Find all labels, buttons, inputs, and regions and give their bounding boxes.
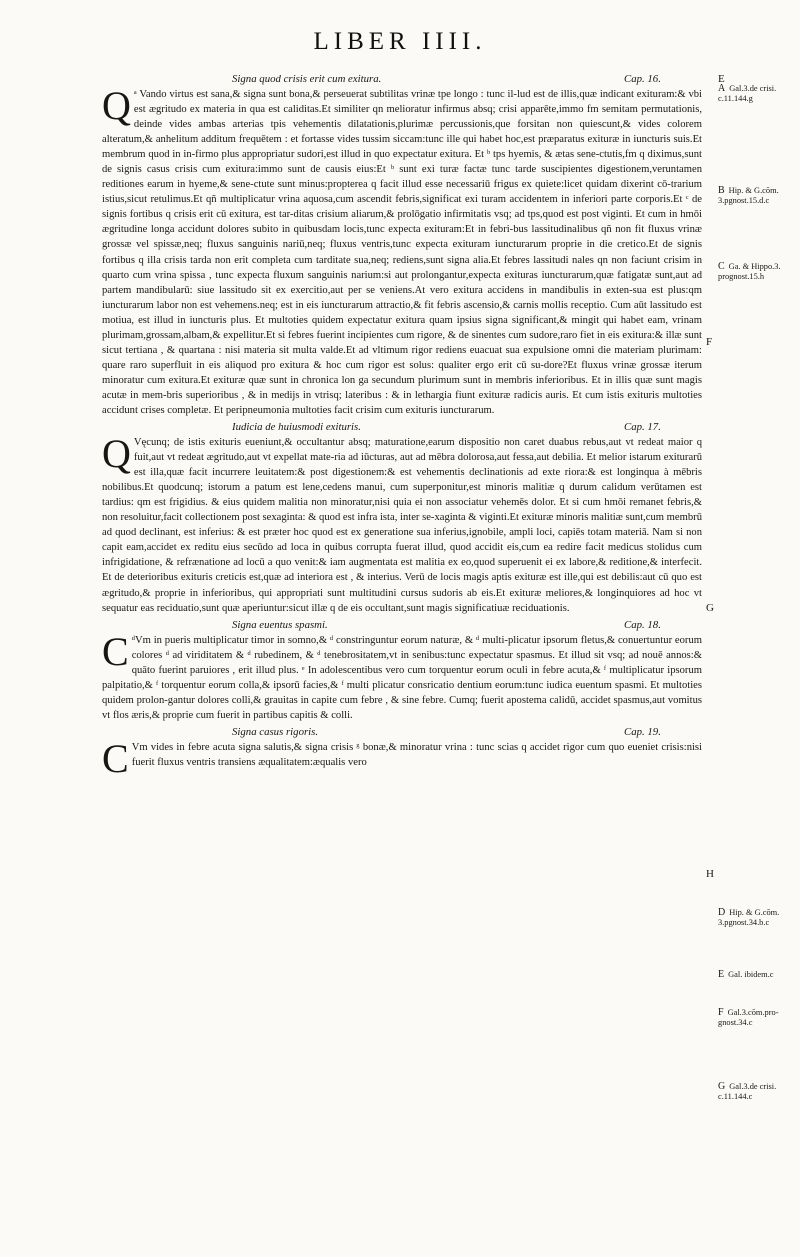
margin-note	[718, 186, 800, 206]
chapter-number: Cap. 18.	[624, 618, 661, 631]
margin-note-text: Gal.3.de crisi. c.11.144.g	[718, 84, 777, 103]
margin-note-letter: E	[718, 969, 725, 980]
paragraph-text: Vm vides in febre acuta signa salutis,& signa crisis ᵍ bonæ,& minoratur vrina : tunc scias q accidet rigor cum quo eueniet crisis:nisi fuerit fluxus ventris transiens æqualitatem:æqualis vero	[131, 741, 702, 768]
paragraph-text: ᵈVm in pueris multiplicatur timor in somno,& ᵈ constringuntur eorum naturæ, & ᵈ multi-plicatur ipsorum fletus,& conuertuntur eorum colores ᵈ ad viriditatem & ᵈ rubedinem, & ᵈ tenebrositatem,vt in senibus:tunc expectatur spasmus. Et illud sit vsq; ad nouē annos:& quāto fuerint paruiores , erit illud plus. ᵉ In adolescentibus vero cum torquentur eorum oculi in febre acuta,& ᶠ multiplicatur ipsorum palpitatio,& ᶠ torquentur eorum colla,& ipsorū facies,& ᶠ multi plicatur consricatio dentium eorum:tunc iudica euentum spasmi. Et multoties quidem prolon-gantur dolores colli,& grauitas in capite cum febre , & sine febre. Cumq; fuerit apostema calidū, accidet spasmus,aut vomitus vt flos æris,& proprie cum fuerit in partibus capitis & colli.	[102, 634, 702, 721]
margin-note	[718, 1008, 800, 1028]
margin-note-letter: G	[718, 1081, 726, 1092]
margin-note	[718, 970, 800, 980]
chapter-text-17	[102, 431, 702, 616]
chapter-text-18	[102, 628, 702, 723]
margin-note-text: Gal.3.de crisi. c.11.144.c	[718, 1082, 777, 1101]
chapter-heading-16	[102, 72, 725, 87]
drop-initial: Q	[102, 83, 131, 128]
drop-initial: Q	[102, 431, 131, 477]
chapter-title: Signa euentus spasmi.	[232, 618, 328, 631]
margin-note-text: Gal.3.cōm.pro-gnost.34.c	[718, 1008, 779, 1027]
chapter-number: Cap. 16.	[624, 73, 661, 85]
chapter-heading-17	[102, 420, 702, 435]
chapter-title: Iudicia de huiusmodi exituris.	[232, 421, 361, 434]
chapter-text-16	[102, 83, 702, 418]
drop-initial: C	[102, 735, 129, 781]
margin-note-letter: A	[718, 83, 726, 94]
chapter-number: Cap. 17.	[624, 421, 661, 434]
margin-note-text: Ga. & Hippo.3. prognost.15.h	[718, 262, 781, 281]
chapter-title: Signa quod crisis erit cum exitura.	[232, 73, 382, 85]
text-column	[102, 72, 725, 781]
margin-note-letter: B	[718, 185, 725, 196]
margin-note	[718, 1082, 800, 1102]
column-letter: E	[718, 73, 725, 85]
margin-note	[718, 84, 800, 104]
column-letter: H	[706, 868, 714, 880]
running-head: LIBER IIII.	[313, 28, 487, 55]
chapter-title: Signa casus rigoris.	[232, 725, 319, 738]
margin-note	[718, 262, 800, 282]
chapter-heading-18	[102, 618, 702, 633]
margin-note-letter: D	[718, 907, 726, 918]
column-letter: G	[706, 602, 714, 614]
margin-note	[718, 908, 800, 928]
paragraph-text: ᵃ Vando virtus est sana,& signa sunt bona,& perseuerat subtilitas vrinæ tpe longo : tunc il-lud est de illis,quæ indicant exituram:& vbi est ægritudo ex materia in qua est caliditas.Et similiter qn melioratur infirmus absq; crisi apparēte,immo fm semitam permutationis, deinde vides ambas arterias tpis vehementis dilatationis,plurimæ percussionis,que forsitan non quiescunt,& vides colorem alteratum,& anhelitum additum frequētem : et fortasse vides tussim siccam:tunc ille qui habet hoc,est præparatus exituræ in iuncturis suis.Et membrum quod in in-firmo plus appropriatur sudori,est illud in quo expectatur exitura. Et ᵇ tps hyemis, & ætas sene-ctutis,fm q diximus,sunt de signis casus crisis cum exitura:immo sunt de causis eius:Et ᵇ sunt exi turæ factæ tunc tarde suscipientes digestionem,veruntamen reditiones earum in hyeme,& sene-ctute sunt minus:propterea q facit illud esse necessariū frigus ex quiete:licet quidam dixerint cō-trarium istius,sicut retulimus.Et qñ multiplicatur vrina aquosa,cum ascendit febris,significat exi turam accidentem in inferiori parte corporis.Et ᶜ de signis fortibus q crisis erit cū exitura, est tar-ditas crisium aliarum,& prolōgatio infirmitatis vsq; ad tps,quod est post viginti. Et cum in hmōi ægritudine longa accidunt dolores subito in quibusdam locis,tunc expecta exituram:Et in febri-bus lassitudinalibus qñ non fit fluxus vrinæ grossæ vel spissæ,neq; fluxus sanguinis nariū,neq; fluxus ventris,tunc expecta exituram iuncturarum proprie in die cretico.Et de signis fortibus q illa crisis tarda non erit completa cum tarditate sua,neq; rediens,sunt signa alia.Et febres lassitudi nales qn non faciunt crisim in quarto cum vrina spissa , tunc expecta fluxum sanguinis narium:si aut prolongantur,expecta exituras iuncturarum,quæ fatigatæ sunt,aut ad partem mandibularū: siue lassitudo sit ex exercitio,aut per se veniens.At vero exitura accidens in mandibulis in exten-sua est plus:qm iuncturarum labor non est vehemens.neq; est in eis iuncturarum attractio,& fit febris ascensio,& carnis mollis receptio. Cum aūt lassitudo est motiua, est illud in iuncturis plus. Et multoties quidem expectatur exitura quam ipsius signa significant,& mingit qui habet eam, vrinam plurimam,grossam,albam,& expellitur.Et si febres fuerint incipientes cum rigore, & de sinentes cum sudore,raro fiet in eis exitura:& illæ sunt sicut tertiana , & quartana : nisi materia sit multa valde.Et ad vltimum rigor rediens euacuat sua expulsione omni die materiam plurimam: quare raro superfluit in eis aliquod pro exitura & hoc cum rigor est solus: qualiter ergo erit cū su-dore?Et fluxus vrinæ grossæ iterum minoratur cum exitura.Et exituræ quæ sunt in chronica lon ga secundum plurimum sunt in membris inferioribus. Et in illis quæ sunt magis acutæ in mem-bris superioribus , & in medijs in vtrisq; lateribus : & in lethargia fiunt exituræ radicis auris. Et cum istis exituris multoties accidunt crises completæ. Et peripneumonia multoties facit crisim cum exituris iuncturarum.	[102, 89, 702, 416]
margin-note-text: Gal. ibidem.c	[728, 970, 774, 979]
margin-note-letter: F	[718, 1007, 724, 1018]
chapter-text-19	[102, 735, 702, 781]
margin-note-text: Hip. & G.cōm. 3.pgnost.15.d.c	[718, 186, 779, 205]
margin-note-letter: C	[718, 261, 725, 272]
column-letter: F	[706, 336, 713, 348]
margin-note-text: Hip. & G.cōm. 3.pgnost.34.b.c	[718, 908, 780, 927]
paragraph-text: Vęcunq; de istis exituris eueniunt,& occultantur absq; maturatione,earum dispositio non caret duabus rebus,aut vt redeat maior q fuit,aut vt redeat ægritudo,aut vt expellat mate-ria ad iūcturas, aut ad mēbra dolorosa,aut fessa,aut debilia. Et melior istarum exiturarū est illa,quæ facit incurrere leuitatem:& post digestionem:& est vehementis declinationis ad exte riora:& est longinqua à mēbris nobilibus.Et quodcunq; istorum a patum est lene,cedens manui, cum superponitur,est minoris malitiæ q durum calidum verūtamen est tardius: qm est frigidius. & eius quidem malitia non minoratur,nisi quia ei non associatur vehemēs dolor. Et si cum hmōi remanet febris,& non resoluitur,facit collectionem post sexaginta: & quod est infra ista, inter se-xaginta & viginti.Et exituræ minoris malitiæ sunt,cum membrū ad quod declinant, est inferius: & est præter hoc quod est ex generatione sua inferius,ignobile, ampli loci, capiēs totam materiā. Nam si non capit eam,accidet ex reditu eius secūdo ad loca in quibus corrupta fuerat illud, quod accidit eis,cum ea redire facit medicus stolidus cum infrigidatione, & refrænatione ad locū a quo venit:& iam augmentata est malitia ex eo,quod superuenit ei ex labore,& reditione,& interfecit. Et de deterioribus exituris creticis est,quæ ad interiora est , & interius. Verū de locis magis aptis exituræ est ille,qui est debilis:aut cū quo est ægritudo,& proprie in inferioribus, qui appropriati sunt multitudini cursus sudoris ab eis.Et exituræ meliores,& longinquiores ad hoc vt sequatur eas reciduatio,sunt quæ aperiuntur:sicut illæ q de eis occultant,sunt magis significatiuæ reciduationis.	[102, 437, 702, 614]
chapter-heading-19	[102, 725, 702, 740]
chapter-number: Cap. 19.	[624, 725, 661, 738]
drop-initial: C	[102, 628, 129, 674]
